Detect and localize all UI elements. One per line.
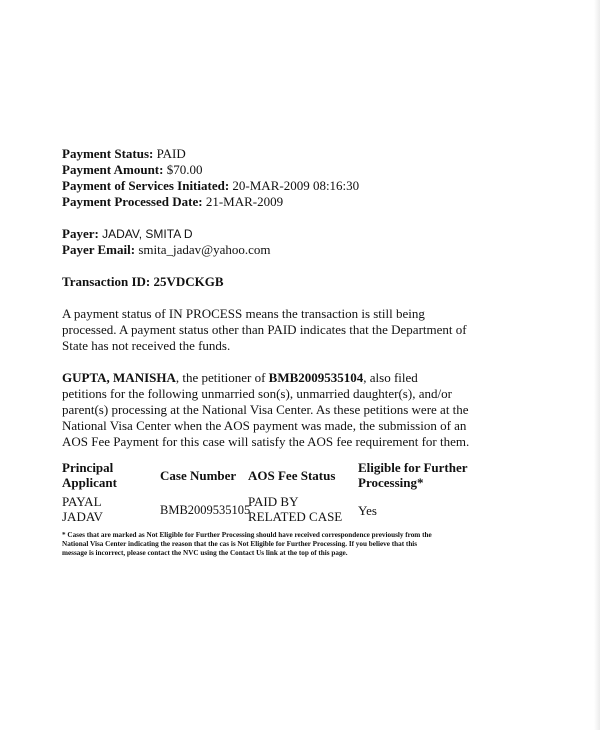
petition-text: , also filed <box>363 370 418 385</box>
petition-line: petitions for the following unmarried son(s), unmarried daughter(s), and/or <box>62 386 452 401</box>
header-text: Processing* <box>358 475 424 490</box>
payment-initiated-line <box>62 178 542 194</box>
petition-paragraph <box>62 370 542 450</box>
payer-value: JADAV, SMITA D <box>102 227 193 241</box>
cell-text: RELATED CASE <box>248 509 343 524</box>
header-principal-applicant <box>62 460 142 490</box>
footnote-line: * Cases that are marked as Not Eligible for Further Processing should have received correspondence previously from the <box>62 531 432 539</box>
footnote-line: National Visa Center indicating the reason that the cas is Not Eligible for Further Processing. If you believe that this <box>62 540 418 548</box>
payer-line <box>62 226 542 242</box>
header-case-number: Case Number <box>160 468 237 483</box>
document-body <box>62 146 542 450</box>
status-note-line: processed. A payment status other than PAID indicates that the Department of <box>62 322 467 337</box>
payer-email-line <box>62 242 542 258</box>
payment-amount-line <box>62 162 542 178</box>
petition-line: parent(s) processing at the National Visa Center. As these petitions were at the <box>62 402 469 417</box>
payer-label: Payer: <box>62 226 99 241</box>
payment-status-value: PAID <box>156 146 186 161</box>
transaction-id-value: 25VDCKGB <box>153 274 224 289</box>
payment-processed-line <box>62 194 542 210</box>
status-note-paragraph <box>62 306 542 354</box>
payer-email-label: Payer Email: <box>62 242 136 257</box>
header-text: Principal <box>62 460 114 475</box>
header-text: Eligible for Further <box>358 460 468 475</box>
status-note-line: State has not received the funds. <box>62 338 231 353</box>
footnote-line: message is incorrect, please contact the NVC using the Contact Us link at the top of this page. <box>62 549 348 557</box>
payment-initiated-value: 20-MAR-2009 08:16:30 <box>232 178 360 193</box>
applicant-table <box>62 460 502 532</box>
payment-amount-value: $70.00 <box>166 162 203 177</box>
footnote <box>62 531 482 558</box>
petitioner-name: GUPTA, MANISHA <box>62 370 176 385</box>
payment-amount-label: Payment Amount: <box>62 162 164 177</box>
cell-text: JADAV <box>62 509 103 524</box>
cell-text: PAYAL <box>62 494 102 509</box>
payment-status-line <box>62 146 542 162</box>
payment-processed-label: Payment Processed Date: <box>62 194 203 209</box>
cell-eligible: Yes <box>358 503 377 518</box>
transaction-id-line <box>62 274 542 290</box>
header-eligible <box>358 460 498 490</box>
cell-aos-fee-status <box>248 494 358 524</box>
transaction-id-label: Transaction ID: <box>62 274 151 289</box>
cell-applicant <box>62 494 142 524</box>
petition-first-line <box>62 370 542 386</box>
page-edge <box>594 0 600 730</box>
payment-status-label: Payment Status: <box>62 146 154 161</box>
table-row <box>62 494 502 532</box>
petition-case-number: BMB2009535104 <box>268 370 364 385</box>
table-header-row <box>62 460 502 494</box>
petition-line: AOS Fee Payment for this case will satisfy the AOS fee requirement for them. <box>62 434 470 449</box>
header-text: Applicant <box>62 475 117 490</box>
header-aos-fee-status: AOS Fee Status <box>248 468 336 483</box>
payment-processed-value: 21-MAR-2009 <box>205 194 284 209</box>
petition-line: National Visa Center when the AOS payment was made, the submission of an <box>62 418 467 433</box>
cell-case-number: BMB2009535105 <box>160 503 251 517</box>
status-note-line: A payment status of IN PROCESS means the transaction is still being <box>62 306 425 321</box>
payer-email-value: smita_jadav@yahoo.com <box>138 242 271 257</box>
cell-text: PAID BY <box>248 494 299 509</box>
payment-initiated-label: Payment of Services Initiated: <box>62 178 230 193</box>
petition-text: , the petitioner of <box>175 370 269 385</box>
